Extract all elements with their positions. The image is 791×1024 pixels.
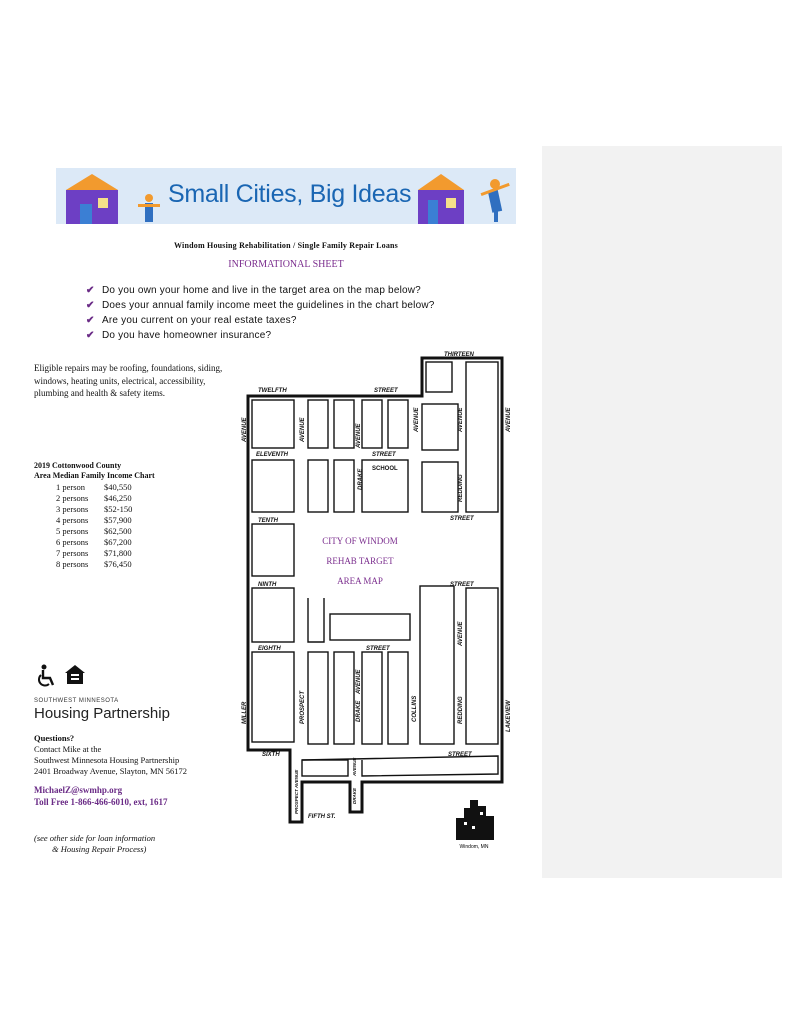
map-label-collins: COLLINS bbox=[412, 695, 418, 722]
questions-list bbox=[86, 283, 435, 343]
side-panel bbox=[542, 146, 782, 878]
map-label-fifth: FIFTH ST. bbox=[308, 814, 336, 820]
banner bbox=[56, 168, 516, 224]
block bbox=[388, 400, 408, 448]
block bbox=[466, 362, 498, 512]
block bbox=[388, 652, 408, 744]
map-label-prospect: PROSPECT bbox=[300, 690, 306, 724]
map-label-drake: DRAKE bbox=[356, 700, 362, 722]
map-label-redding: REDDING bbox=[458, 474, 464, 502]
house-left-icon bbox=[60, 170, 130, 224]
tollfree-phone[interactable]: Toll Free 1-866-466-6010, ext, 1617 bbox=[34, 797, 168, 807]
question-item: ✔ Do you own your home and live in the target area on the map below? bbox=[86, 285, 421, 296]
block bbox=[252, 588, 294, 642]
map-label-street: STREET bbox=[450, 582, 474, 588]
document-title: Windom Housing Rehabilitation / Single Family Repair Loans bbox=[173, 241, 398, 250]
map-label-street: STREET bbox=[374, 388, 398, 394]
map-label-prospect-avenue: PROSPECT AVENUE bbox=[294, 769, 299, 814]
map-label-avenue: AVENUE bbox=[300, 417, 306, 442]
block bbox=[422, 404, 458, 450]
block bbox=[308, 652, 328, 744]
question-item: ✔ Does your annual family income meet the guidelines in the chart below? bbox=[86, 300, 435, 311]
map-label-lakeview: LAKEVIEW bbox=[506, 700, 512, 732]
question-item: ✔ Are you current on your real estate taxes? bbox=[86, 315, 297, 326]
block bbox=[308, 400, 328, 448]
map-label-redding: REDDING bbox=[458, 696, 464, 724]
banner-text: Small Cities, Big Ideas bbox=[168, 180, 412, 208]
see-other-side: (see other side for loan information & Housing Repair Process) bbox=[34, 833, 156, 854]
map-label-avenue: AVENUE bbox=[506, 407, 512, 432]
income-table bbox=[56, 482, 132, 570]
check-icon: ✔ bbox=[86, 330, 95, 341]
block bbox=[252, 652, 294, 742]
check-icon: ✔ bbox=[86, 285, 95, 296]
check-icon: ✔ bbox=[86, 300, 95, 311]
document-subtitle: INFORMATIONAL SHEET bbox=[228, 259, 344, 270]
income-row: 8 persons $76,450 bbox=[56, 559, 132, 569]
map-label-school: SCHOOL bbox=[372, 466, 398, 472]
block bbox=[330, 614, 410, 640]
map-label-drake: DRAKE bbox=[358, 468, 364, 490]
house-right-icon bbox=[412, 170, 472, 224]
check-icon: ✔ bbox=[86, 315, 95, 326]
map-label-avenue: AVENUE bbox=[352, 757, 357, 776]
map-center-title: AREA MAP bbox=[337, 576, 383, 586]
map-label-avenue: AVENUE bbox=[458, 407, 464, 432]
block bbox=[252, 460, 294, 512]
eligible-repairs: Eligible repairs may be roofing, foundations, siding, windows, heating units, electrical, accessibility, plumbing and health & safety items. bbox=[34, 363, 223, 398]
income-row: 4 persons $57,900 bbox=[56, 515, 132, 525]
map-label-avenue: AVENUE bbox=[356, 669, 362, 694]
income-row: 2 persons $46,250 bbox=[56, 493, 132, 503]
map-label-thirteen: THIRTEEN bbox=[444, 352, 474, 358]
map-label-street: STREET bbox=[366, 646, 390, 652]
block bbox=[252, 400, 294, 448]
income-row: 7 persons $71,800 bbox=[56, 548, 132, 558]
map-label-miller: MILLER bbox=[242, 701, 248, 724]
map-label-twelfth: TWELFTH bbox=[258, 388, 287, 394]
windom-caption: Windom, MN bbox=[459, 844, 489, 850]
equal-housing-icon bbox=[64, 664, 86, 688]
block bbox=[252, 524, 294, 576]
income-row: 5 persons $62,500 bbox=[56, 526, 132, 536]
block bbox=[334, 652, 354, 744]
map-label-street: STREET bbox=[448, 752, 472, 758]
block bbox=[466, 588, 498, 744]
map-label-avenue: AVENUE bbox=[458, 621, 464, 646]
map-label-avenue: AVENUE bbox=[242, 417, 248, 442]
wheelchair-icon bbox=[36, 664, 58, 688]
block bbox=[362, 400, 382, 448]
income-row: 6 persons $67,200 bbox=[56, 537, 132, 547]
block bbox=[420, 586, 454, 744]
windom-skyline-icon bbox=[456, 800, 494, 840]
block bbox=[308, 598, 324, 642]
map-label-ninth: NINTH bbox=[258, 582, 277, 588]
map-label-tenth: TENTH bbox=[258, 518, 278, 524]
block bbox=[426, 362, 452, 392]
email-link[interactable]: MichaelZ@swmhp.org bbox=[34, 785, 123, 795]
person-right-icon bbox=[478, 176, 512, 222]
map-label-sixth: SIXTH bbox=[262, 752, 280, 758]
map-label-street: STREET bbox=[450, 516, 474, 522]
accessibility-logos bbox=[36, 664, 86, 693]
block bbox=[302, 756, 498, 776]
income-chart-title: 2019 Cottonwood County Area Median Family Income Chart bbox=[34, 461, 155, 480]
map-label-drake: DRAKE bbox=[352, 787, 357, 804]
block bbox=[362, 652, 382, 744]
contact-block: Questions? Contact Mike at the Southwest Minnesota Housing Partnership 2401 Broadway Avenue, Slayton, MN 56172 bbox=[34, 733, 188, 776]
block bbox=[334, 460, 354, 512]
question-item: ✔ Do you have homeowner insurance? bbox=[86, 330, 272, 341]
map-label-eighth: EIGHTH bbox=[258, 646, 281, 652]
map-center-title: CITY OF WINDOM bbox=[322, 536, 398, 546]
map-label-avenue: AVENUE bbox=[414, 407, 420, 432]
block bbox=[302, 760, 348, 776]
map-label-avenue: AVENUE bbox=[356, 423, 362, 448]
block bbox=[308, 460, 328, 512]
block bbox=[334, 400, 354, 448]
map-label-street: STREET bbox=[372, 452, 396, 458]
map-center-title: REHAB TARGET bbox=[326, 556, 394, 566]
block bbox=[422, 462, 458, 512]
org-logo: SOUTHWEST MINNESOTA Housing Partnership bbox=[34, 698, 170, 722]
income-row: 3 persons $52-150 bbox=[56, 504, 133, 514]
person-left-icon bbox=[136, 192, 162, 222]
target-area-map bbox=[238, 346, 510, 858]
income-row: 1 person $40,550 bbox=[56, 482, 132, 492]
contact-info bbox=[34, 784, 167, 808]
map-label-eleventh: ELEVENTH bbox=[256, 452, 289, 458]
